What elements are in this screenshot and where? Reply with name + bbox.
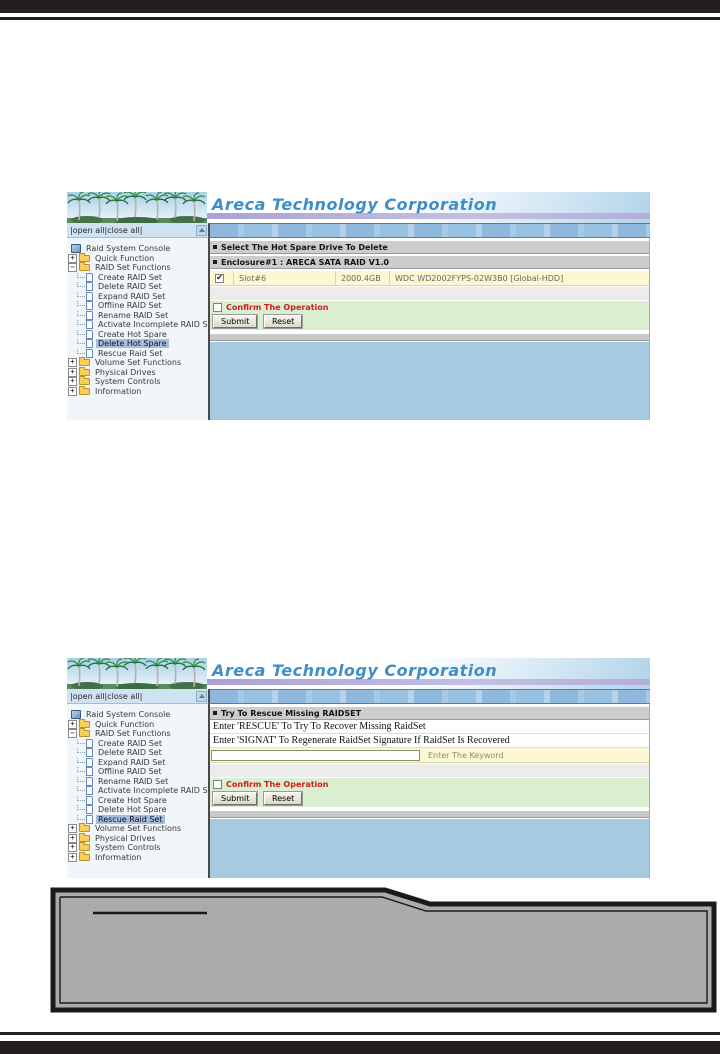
tree-item-quick-function[interactable] xyxy=(67,720,208,730)
tree-item-label: Offline RAID Set xyxy=(98,767,162,777)
tree-item-delete-hot-spare[interactable] xyxy=(67,339,208,349)
tree-branch-line xyxy=(77,815,85,820)
spacer xyxy=(210,286,649,300)
tree-branch-line xyxy=(77,311,85,316)
main-panel xyxy=(208,704,650,878)
folder-icon xyxy=(79,264,90,271)
tree-branch-line xyxy=(77,273,85,278)
keyword-row xyxy=(210,748,649,763)
tree-expand-controls[interactable] xyxy=(67,689,208,704)
folder-icon xyxy=(79,359,90,366)
note-outline xyxy=(53,890,714,1010)
keyword-hint-label: Enter The Keyword xyxy=(428,750,504,760)
palm-trees-logo xyxy=(67,658,207,689)
tree-item-raid-system-console[interactable] xyxy=(67,244,208,254)
document-icon xyxy=(86,796,93,805)
tree-item-activate-incomplete-raid-s[interactable] xyxy=(67,786,208,796)
confirm-checkbox[interactable] xyxy=(213,780,222,789)
tree-item-volume-set-functions[interactable] xyxy=(67,824,208,834)
tree-item-system-controls[interactable] xyxy=(67,377,208,387)
tree-item-label: Create RAID Set xyxy=(98,272,163,282)
document-icon xyxy=(86,739,93,748)
main-panel xyxy=(208,238,650,420)
divider-strip xyxy=(210,332,649,341)
tree-branch-line xyxy=(77,301,85,306)
expand-icon[interactable]: + xyxy=(68,720,77,729)
tree-item-rename-raid-set[interactable] xyxy=(67,311,208,321)
tree-item-label: System Controls xyxy=(95,377,161,387)
folder-icon xyxy=(79,844,90,851)
navigation-tree xyxy=(67,704,208,878)
tree-branch-line xyxy=(77,330,85,335)
divider-strip xyxy=(210,809,649,818)
tree-item-delete-raid-set[interactable] xyxy=(67,748,208,758)
tree-item-label: Physical Drives xyxy=(95,367,156,377)
expand-icon[interactable]: + xyxy=(68,254,77,263)
page-bottom-rule xyxy=(0,1032,720,1035)
tree-item-delete-raid-set[interactable] xyxy=(67,282,208,292)
tree-branch-line xyxy=(77,349,85,354)
page-bottom-bar xyxy=(0,1041,720,1054)
tree-branch-line xyxy=(77,320,85,325)
drive-select-checkbox[interactable] xyxy=(215,274,224,283)
tree-item-label: Expand RAID Set xyxy=(98,757,166,767)
spacer xyxy=(210,763,649,777)
tree-item-label: Volume Set Functions xyxy=(95,358,182,368)
submit-button[interactable]: Submit xyxy=(213,792,257,805)
document-icon xyxy=(86,301,93,310)
scroll-up-button[interactable] xyxy=(196,691,207,702)
tree-item-label: Rescue Raid Set xyxy=(98,348,163,358)
document-icon xyxy=(86,339,93,348)
tree-item-create-hot-spare[interactable] xyxy=(67,330,208,340)
document-icon xyxy=(86,330,93,339)
tree-item-label: Create Hot Spare xyxy=(98,329,167,339)
tree-item-raid-system-console[interactable] xyxy=(67,710,208,720)
expand-icon[interactable]: + xyxy=(68,824,77,833)
note-box xyxy=(50,887,717,1013)
button-row xyxy=(210,313,649,330)
tree-item-label: Delete RAID Set xyxy=(98,282,162,292)
folder-icon xyxy=(79,369,90,376)
tree-item-create-raid-set[interactable] xyxy=(67,273,208,283)
panel-background xyxy=(210,818,649,878)
tree-expand-controls[interactable] xyxy=(67,223,208,238)
tree-item-create-hot-spare[interactable] xyxy=(67,796,208,806)
document-icon xyxy=(86,320,93,329)
tree-item-label: Raid System Console xyxy=(86,244,171,254)
palm-trees-logo xyxy=(67,192,207,223)
tree-item-rescue-raid-set[interactable] xyxy=(67,349,208,359)
tree-item-offline-raid-set[interactable] xyxy=(67,301,208,311)
document-icon xyxy=(86,349,93,358)
bullet-icon xyxy=(213,260,217,264)
expand-icon[interactable]: + xyxy=(68,834,77,843)
tree-branch-line xyxy=(77,777,85,782)
tree-item-label: Delete RAID Set xyxy=(98,748,162,758)
screenshot-delete-hot-spare xyxy=(67,192,650,420)
document-icon xyxy=(86,311,93,320)
document-icon xyxy=(86,282,93,291)
tree-item-label: Create RAID Set xyxy=(98,738,163,748)
tree-branch-line xyxy=(77,805,85,810)
submit-button[interactable]: Submit xyxy=(213,315,257,328)
collapse-icon[interactable]: − xyxy=(68,729,77,738)
navigation-tree xyxy=(67,238,208,420)
tree-item-label: Rescue Raid Set xyxy=(98,814,163,824)
brand-title: Areca Technology Corporation xyxy=(212,661,498,680)
expand-icon[interactable]: + xyxy=(68,377,77,386)
folder-icon xyxy=(79,825,90,832)
brand-banner xyxy=(67,192,650,223)
toolbar-strip xyxy=(208,223,650,238)
confirm-row xyxy=(210,777,649,790)
folder-icon xyxy=(79,721,90,728)
tree-item-expand-raid-set[interactable] xyxy=(67,758,208,768)
tree-item-information[interactable] xyxy=(67,387,208,397)
document-icon xyxy=(86,758,93,767)
confirm-checkbox[interactable] xyxy=(213,303,222,312)
tree-branch-line xyxy=(77,786,85,791)
tree-item-create-raid-set[interactable] xyxy=(67,739,208,749)
tree-item-label: RAID Set Functions xyxy=(95,263,171,273)
tree-item-physical-drives[interactable] xyxy=(67,834,208,844)
tree-branch-line xyxy=(77,339,85,344)
tree-branch-line xyxy=(77,739,85,744)
tree-item-quick-function[interactable] xyxy=(67,254,208,264)
keyword-input[interactable] xyxy=(211,750,420,761)
tree-item-label: System Controls xyxy=(95,843,161,853)
tree-item-raid-set-functions[interactable] xyxy=(67,263,208,273)
bullet-icon xyxy=(213,245,217,249)
expand-icon[interactable]: + xyxy=(68,368,77,377)
folder-icon xyxy=(79,730,90,737)
tree-item-label: Delete Hot Spare xyxy=(98,805,167,815)
confirm-label: Confirm The Operation xyxy=(226,779,329,789)
hot-spare-drive-row[interactable] xyxy=(210,271,649,286)
page-top-bar xyxy=(0,0,720,13)
confirm-row xyxy=(210,300,649,313)
tree-branch-line xyxy=(77,282,85,287)
tree-item-label: Activate Incomplete RAID S xyxy=(98,320,208,330)
tree-item-label: Raid System Console xyxy=(86,710,171,720)
document-icon xyxy=(86,273,93,282)
tree-branch-line xyxy=(77,748,85,753)
open-close-all-label[interactable]: |open all|close all| xyxy=(70,225,143,235)
tree-item-delete-hot-spare[interactable] xyxy=(67,805,208,815)
tree-item-label: Information xyxy=(95,386,142,396)
tree-item-label: Physical Drives xyxy=(95,833,156,843)
tree-item-rescue-raid-set[interactable] xyxy=(67,815,208,825)
collapse-icon[interactable]: − xyxy=(68,263,77,272)
folder-icon xyxy=(79,835,90,842)
document-icon xyxy=(86,815,93,824)
open-close-all-label[interactable]: |open all|close all| xyxy=(70,691,143,701)
reset-button[interactable]: Reset xyxy=(264,315,302,328)
drive-capacity: 2000.4GB xyxy=(336,271,390,285)
section-header: Select The Hot Spare Drive To Delete xyxy=(210,241,649,254)
drive-model: WDC WD2002FYPS-02W3B0 [Global-HDD] xyxy=(395,273,564,283)
folder-icon xyxy=(79,255,90,262)
tree-item-physical-drives[interactable] xyxy=(67,368,208,378)
tree-item-label: Rename RAID Set xyxy=(98,776,169,786)
instruction-line: Enter 'RESCUE' To Try To Recover Missing RaidSet xyxy=(210,720,649,734)
document-icon xyxy=(86,748,93,757)
button-row xyxy=(210,790,649,807)
tree-item-offline-raid-set[interactable] xyxy=(67,767,208,777)
brand-banner xyxy=(67,658,650,689)
folder-icon xyxy=(79,854,90,861)
tree-item-label: Information xyxy=(95,852,142,862)
expand-icon[interactable]: + xyxy=(68,387,77,396)
instruction-line: Enter 'SIGNAT' To Regenerate RaidSet Signature If RaidSet Is Recovered xyxy=(210,734,649,748)
tree-item-label: Quick Function xyxy=(95,719,155,729)
page-top-rule xyxy=(0,17,720,20)
expand-icon[interactable]: + xyxy=(68,358,77,367)
tree-branch-line xyxy=(77,767,85,772)
tree-item-label: Rename RAID Set xyxy=(98,310,169,320)
tree-branch-line xyxy=(77,758,85,763)
tree-item-information[interactable] xyxy=(67,853,208,863)
tree-branch-line xyxy=(77,796,85,801)
tree-item-label: Quick Function xyxy=(95,253,155,263)
tree-item-activate-incomplete-raid-s[interactable] xyxy=(67,320,208,330)
tree-item-volume-set-functions[interactable] xyxy=(67,358,208,368)
expand-icon[interactable]: + xyxy=(68,853,77,862)
expand-icon[interactable]: + xyxy=(68,843,77,852)
document-icon xyxy=(86,767,93,776)
document-icon xyxy=(86,777,93,786)
brand-title: Areca Technology Corporation xyxy=(212,195,498,214)
tree-item-raid-set-functions[interactable] xyxy=(67,729,208,739)
drive-slot: Slot#6 xyxy=(234,271,336,285)
enclosure-header: Enclosure#1 : ARECA SATA RAID V1.0 xyxy=(210,256,649,269)
section-header: Try To Rescue Missing RAIDSET xyxy=(210,707,649,720)
up-arrow-icon xyxy=(199,694,205,698)
tree-item-label: Expand RAID Set xyxy=(98,291,166,301)
toolbar-strip xyxy=(208,689,650,704)
tree-item-rename-raid-set[interactable] xyxy=(67,777,208,787)
document-icon xyxy=(86,292,93,301)
scroll-up-button[interactable] xyxy=(196,225,207,236)
tree-item-label: Delete Hot Spare xyxy=(98,339,167,349)
document-icon xyxy=(86,805,93,814)
reset-button[interactable]: Reset xyxy=(264,792,302,805)
bullet-icon xyxy=(213,711,217,715)
tree-item-label: Volume Set Functions xyxy=(95,824,182,834)
tree-item-label: Offline RAID Set xyxy=(98,301,162,311)
confirm-label: Confirm The Operation xyxy=(226,302,329,312)
tree-item-label: RAID Set Functions xyxy=(95,729,171,739)
up-arrow-icon xyxy=(199,228,205,232)
panel-background xyxy=(210,341,649,420)
folder-icon xyxy=(79,388,90,395)
tree-item-label: Activate Incomplete RAID S xyxy=(98,786,208,796)
document-icon xyxy=(86,786,93,795)
tree-item-system-controls[interactable] xyxy=(67,843,208,853)
tree-branch-line xyxy=(77,292,85,297)
screenshot-rescue-raid-set xyxy=(67,658,650,878)
tree-item-expand-raid-set[interactable] xyxy=(67,292,208,302)
folder-icon xyxy=(79,378,90,385)
tree-item-label: Create Hot Spare xyxy=(98,795,167,805)
